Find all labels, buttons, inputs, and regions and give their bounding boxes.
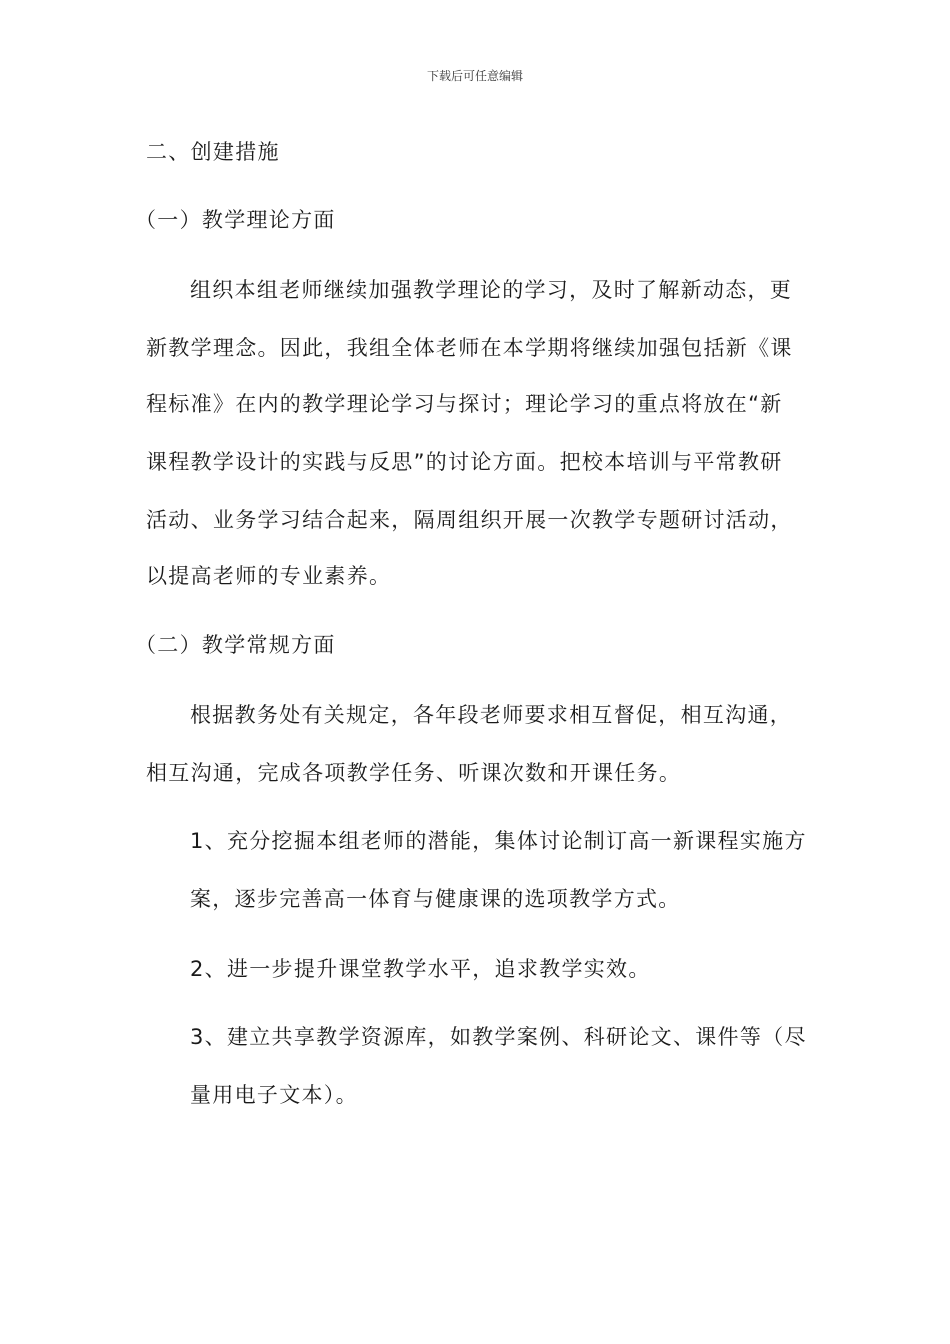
paragraph-theory-line: 活动、业务学习结合起来，隔周组织开展一次教学专题研讨活动，	[146, 508, 793, 532]
paragraph-theory-line: 新教学理念。因此，我组全体老师在本学期将继续加强包括新《课	[146, 336, 793, 360]
list-item-3-line: 3、建立共享教学资源库，如教学案例、科研论文、课件等（尽	[190, 1025, 807, 1049]
list-item-1-line: 案，逐步完善高一体育与健康课的选项教学方式。	[190, 887, 681, 911]
paragraph-theory-line: 程标准》在内的教学理论学习与探讨；理论学习的重点将放在“新	[146, 392, 783, 416]
paragraph-theory-line: 以提高老师的专业素养。	[146, 564, 392, 588]
list-item-3-line: 量用电子文本）。	[190, 1083, 358, 1107]
header-note: 下载后可任意编辑	[426, 69, 523, 83]
section-title: 二、创建措施	[146, 140, 280, 164]
paragraph-routine-line: 根据教务处有关规定，各年段老师要求相互督促，相互沟通，	[190, 703, 793, 727]
paragraph-routine-line: 相互沟通，完成各项教学任务、听课次数和开课任务。	[146, 761, 682, 785]
paragraph-theory-line: 组织本组老师继续加强教学理论的学习，及时了解新动态，更	[190, 278, 793, 302]
list-item-1-line: 1、充分挖掘本组老师的潜能，集体讨论制订高一新课程实施方	[190, 829, 807, 853]
subsection-title-routine: （二）教学常规方面	[135, 633, 336, 657]
paragraph-theory-line: 课程教学设计的实践与反思”的讨论方面。把校本培训与平常教研	[146, 450, 783, 474]
subsection-title-theory: （一）教学理论方面	[135, 208, 336, 232]
list-item-2: 2、进一步提升课堂教学水平，追求教学实效。	[190, 957, 651, 981]
